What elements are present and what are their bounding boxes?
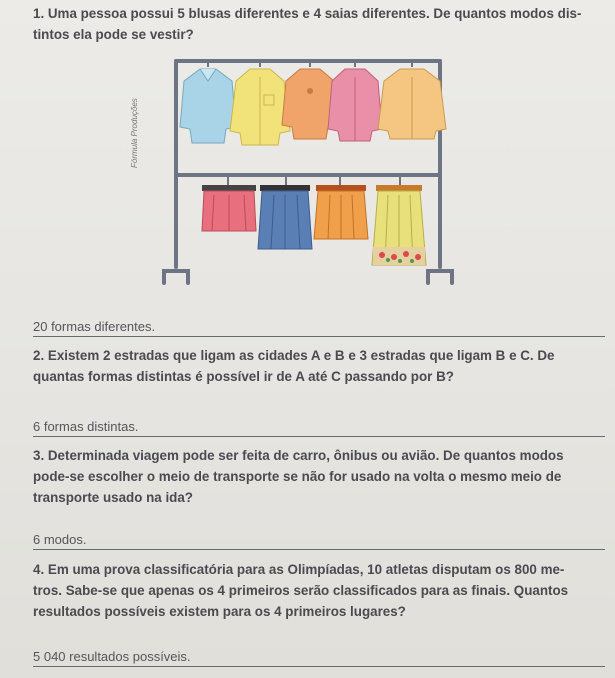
blouse-4 [328,69,382,141]
question-1-text: 1. Uma pessoa possui 5 blusas diferentes e 4 saias diferentes. De quantos modos dis- tintos ela pode se vestir? [33,6,582,42]
blouse-5 [378,69,446,139]
question-2-text: 2. Existem 2 estradas que ligam as cidades A e B e 3 estradas que ligam B e C. De quantas formas distintas é possível ir de A até C passando por B? [33,348,555,384]
answer-2: 6 formas distintas. [33,418,605,437]
blouse-1 [180,69,236,143]
question-4-text: 4. Em uma prova classificatória para as Olimpíadas, 10 atletas disputam os 800 me- tros. Sabe-se que apenas os 4 primeiros serão classificados para as finais. Quantos resultados possíveis existem para os 4 primeiros lugares? [33,562,569,619]
question-3-text: 3. Determinada viagem pode ser feita de carro, ônibus ou avião. De quantos modos pode-se escolher o meio de transporte se não for usado na volta o mesmo meio de transporte usado na ida? [33,448,564,505]
skirt-3 [314,185,368,239]
answer-3: 6 modos. [33,531,605,550]
blouse-2 [230,69,290,145]
illustration-credit: Fórmula Produções [130,98,139,168]
skirt-2 [258,185,312,249]
answer-1: 20 formas diferentes. [33,318,605,337]
skirt-4 [372,185,426,265]
answer-4: 5 040 resultados possíveis. [33,648,605,667]
skirt-1 [202,185,256,231]
